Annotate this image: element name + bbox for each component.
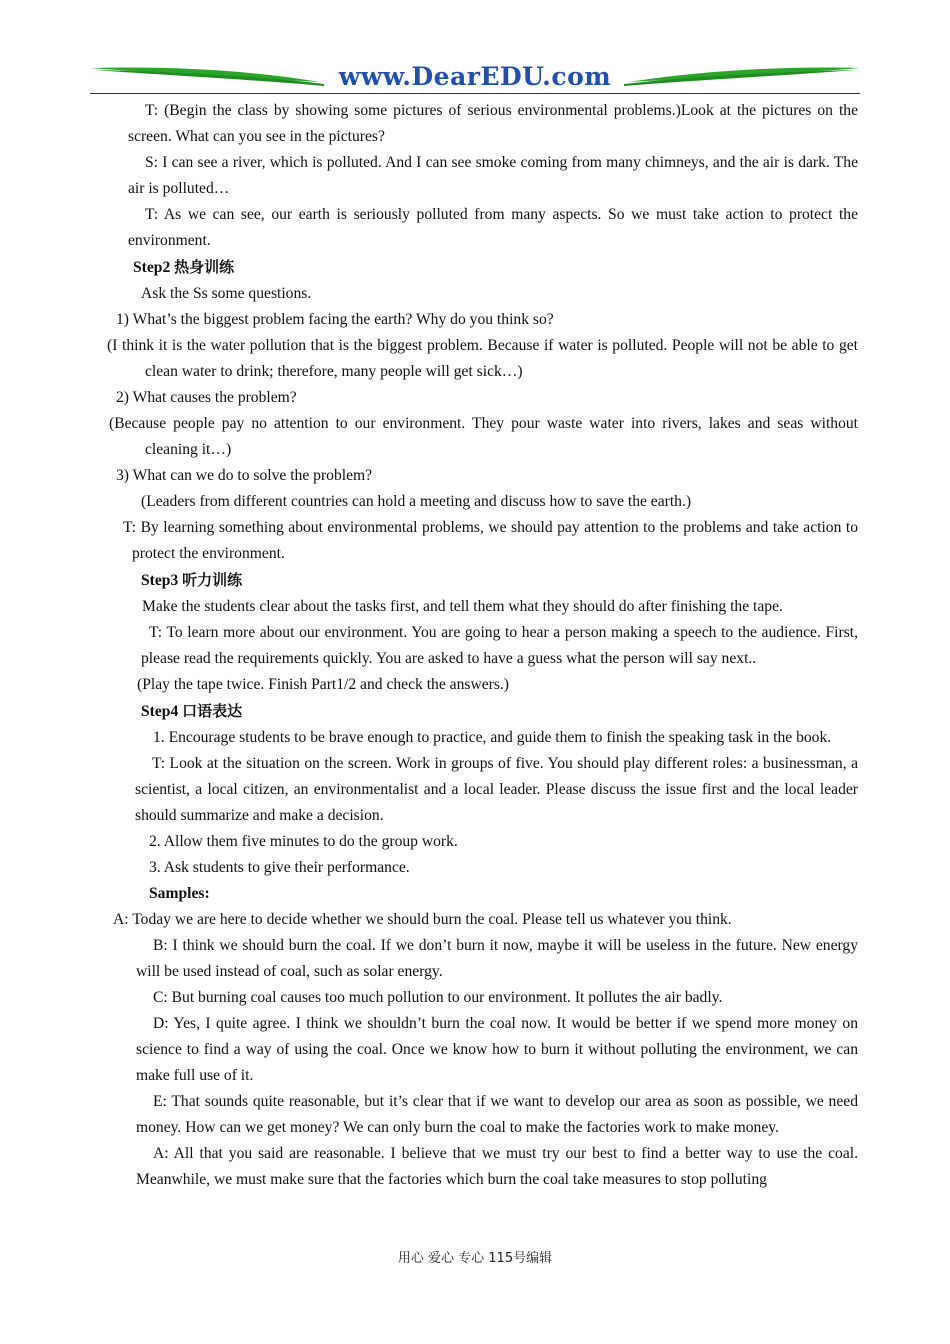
- answer: (Leaders from different countries can hold a meeting and discuss how to save the earth.): [141, 493, 692, 510]
- answer: (I think it is the water pollution that is the biggest problem. Because if water is polluted. People will not be able to get clean water to drink; therefore, many people will get sick…): [107, 337, 858, 380]
- step-heading: [0, 254, 950, 281]
- paragraph: (Play the tape twice. Finish Part1/2 and check the answers.): [137, 676, 509, 693]
- step-label: Step4: [141, 703, 179, 720]
- step-heading: [0, 698, 950, 725]
- answer: (Because people pay no attention to our environment. They pour waste water into rivers, lakes and seas without cleaning it…): [109, 415, 858, 458]
- samples-heading: Samples:: [149, 885, 210, 902]
- paragraph: T: (Begin the class by showing some pictures of serious environmental problems.)Look at the pictures on the screen. What can you see in the pictures?: [128, 102, 858, 145]
- paragraph: 3. Ask students to give their performance.: [149, 859, 410, 876]
- question: 2) What causes the problem?: [116, 389, 297, 406]
- paragraph: T: Look at the situation on the screen. Work in groups of five. You should play different roles: a businessman, a scientist, a local citizen, an environmentalist and a local leader. Please discuss the issue first and the local leader should summarize and make a decision.: [135, 755, 858, 824]
- dialogue-line: B: I think we should burn the coal. If we don’t burn it now, maybe it will be useless in the future. New energy will be used instead of coal, such as solar energy.: [136, 937, 858, 980]
- document-body: [0, 98, 950, 1193]
- step-label: Step3: [141, 572, 179, 589]
- dialogue-line: C: But burning coal causes too much pollution to our environment. It pollutes the air badly.: [153, 989, 723, 1006]
- paragraph: T: By learning something about environmental problems, we should pay attention to the problems and take action to protect the environment.: [123, 519, 858, 562]
- page-footer: 用心 爱心 专心 115号编辑: [397, 1251, 553, 1266]
- step-title: 口语表达: [182, 702, 243, 720]
- site-logo[interactable]: www.DearEDU.com: [338, 62, 612, 91]
- question: 1) What’s the biggest problem facing the earth? Why do you think so?: [116, 311, 554, 328]
- paragraph: 2. Allow them five minutes to do the group work.: [149, 833, 458, 850]
- header-rule: [90, 93, 860, 94]
- step-label: Step2: [133, 259, 171, 276]
- step-heading: [0, 567, 950, 594]
- paragraph: T: To learn more about our environment. You are going to hear a person making a speech to the audience. First, please read the requirements quickly. You are asked to have a guess what the person will say next..: [141, 624, 858, 667]
- step-title: 热身训练: [174, 258, 235, 276]
- dialogue-line: A: Today we are here to decide whether we should burn the coal. Please tell us whatever you think.: [113, 911, 732, 928]
- step-title: 听力训练: [182, 571, 243, 589]
- dialogue-line: A: All that you said are reasonable. I believe that we must try our best to find a better way to use the coal. Meanwhile, we must make sure that the factories which burn the coal take measures to stop polluting: [136, 1145, 858, 1188]
- paragraph: Make the students clear about the tasks first, and tell them what they should do after finishing the tape.: [142, 598, 783, 615]
- dialogue-line: D: Yes, I quite agree. I think we shouldn’t burn the coal now. It would be better if we spend more money on science to find a way of using the coal. Once we know how to burn it without polluting the environment, we can make full use of it.: [136, 1015, 858, 1084]
- paragraph: 1. Encourage students to be brave enough to practice, and guide them to finish the speaking task in the book.: [153, 729, 832, 746]
- paragraph: T: As we can see, our earth is seriously polluted from many aspects. So we must take action to protect the environment.: [128, 206, 858, 249]
- dialogue-line: E: That sounds quite reasonable, but it’s clear that if we want to develop our area as soon as possible, we need money. How can we get money? We can only burn the coal to make the factories work to make money.: [136, 1093, 858, 1136]
- paragraph: Ask the Ss some questions.: [141, 285, 312, 302]
- paragraph: S: I can see a river, which is polluted. And I can see smoke coming from many chimneys, and the air is dark. The air is polluted…: [128, 154, 858, 197]
- question: 3) What can we do to solve the problem?: [116, 467, 373, 484]
- site-header: [88, 60, 862, 94]
